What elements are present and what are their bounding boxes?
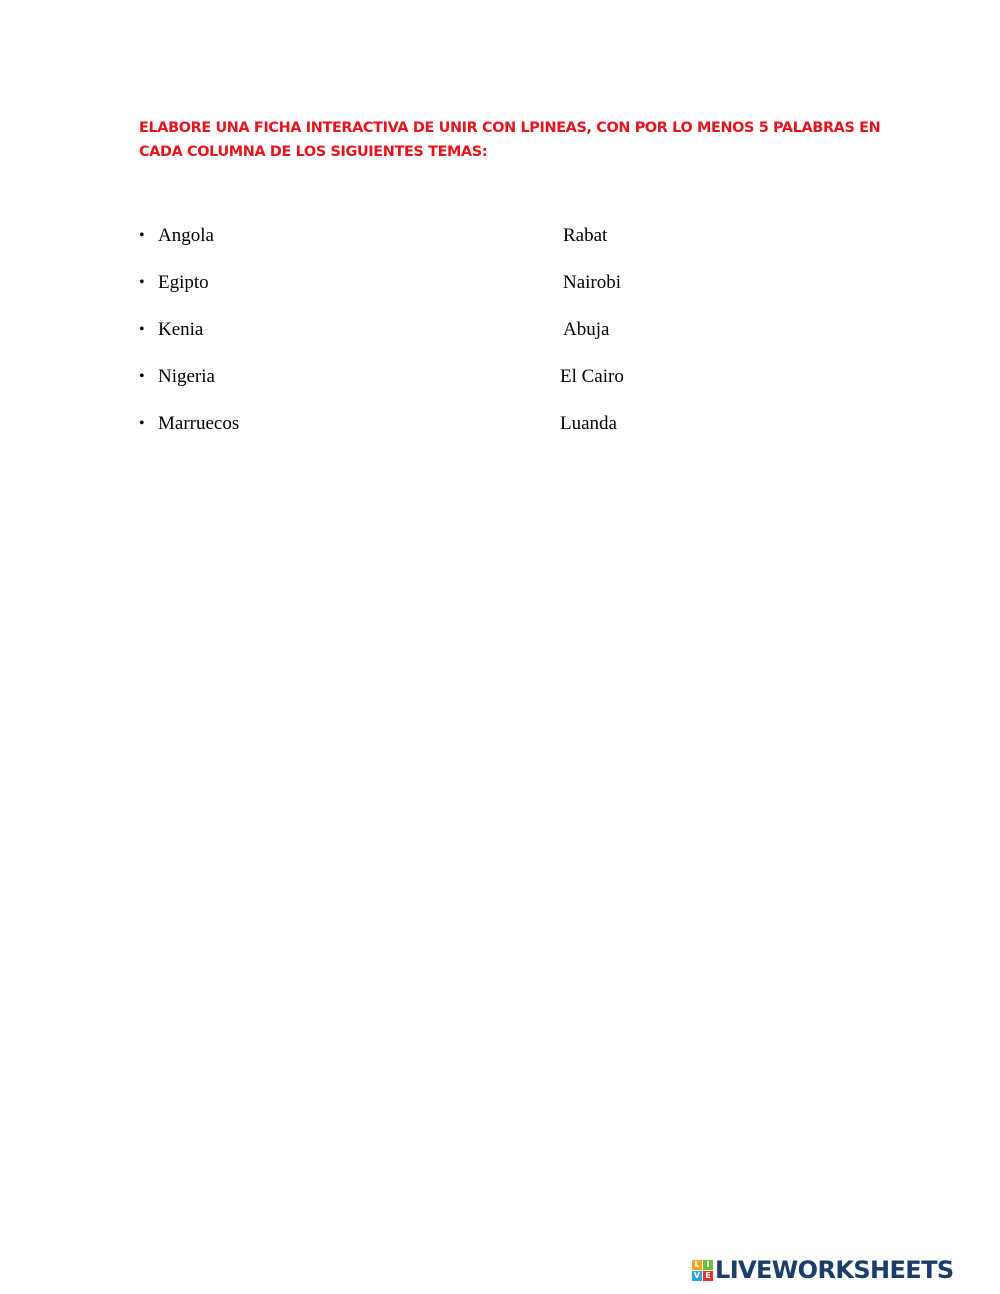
matching-row [139,222,699,269]
matching-row [139,410,699,457]
bullet-icon: • [139,415,145,432]
country-item[interactable]: Angola [158,225,214,246]
liveworksheets-logo-icon [692,1260,713,1281]
capital-item[interactable]: Nairobi [563,272,622,293]
capital-item[interactable]: Luanda [560,413,617,434]
logo-text: LIVEWORKSHEETS [715,1256,954,1284]
bullet-icon: • [139,227,145,244]
capital-item[interactable]: Abuja [563,319,610,340]
bullet-icon: • [139,368,145,385]
logo-mark-letter: V [693,1270,701,1280]
instructions-line-1: ELABORE UNA FICHA INTERACTIVA DE UNIR CON LPINEAS, CON POR LO MENOS 5 PALABRAS EN [139,120,881,136]
bullet-icon: • [139,274,145,291]
logo-mark-letter: L [692,1260,702,1270]
instructions-line-2: CADA COLUMNA DE LOS SIGUIENTES TEMAS: [139,144,488,160]
country-item[interactable]: Marruecos [158,413,240,434]
matching-row [139,363,699,410]
liveworksheets-logo [692,1256,954,1284]
bullet-icon: • [139,321,145,338]
matching-list [139,222,699,457]
country-item[interactable]: Egipto [158,272,209,293]
logo-mark-letter: I [703,1260,713,1270]
capital-item[interactable]: Rabat [563,225,608,246]
matching-row [139,316,699,363]
capital-item[interactable]: El Cairo [560,366,624,387]
country-item[interactable]: Kenia [158,319,204,340]
logo-mark-letter: E [703,1271,713,1281]
country-item[interactable]: Nigeria [158,366,215,387]
instructions-heading [139,116,881,164]
matching-row [139,269,699,316]
